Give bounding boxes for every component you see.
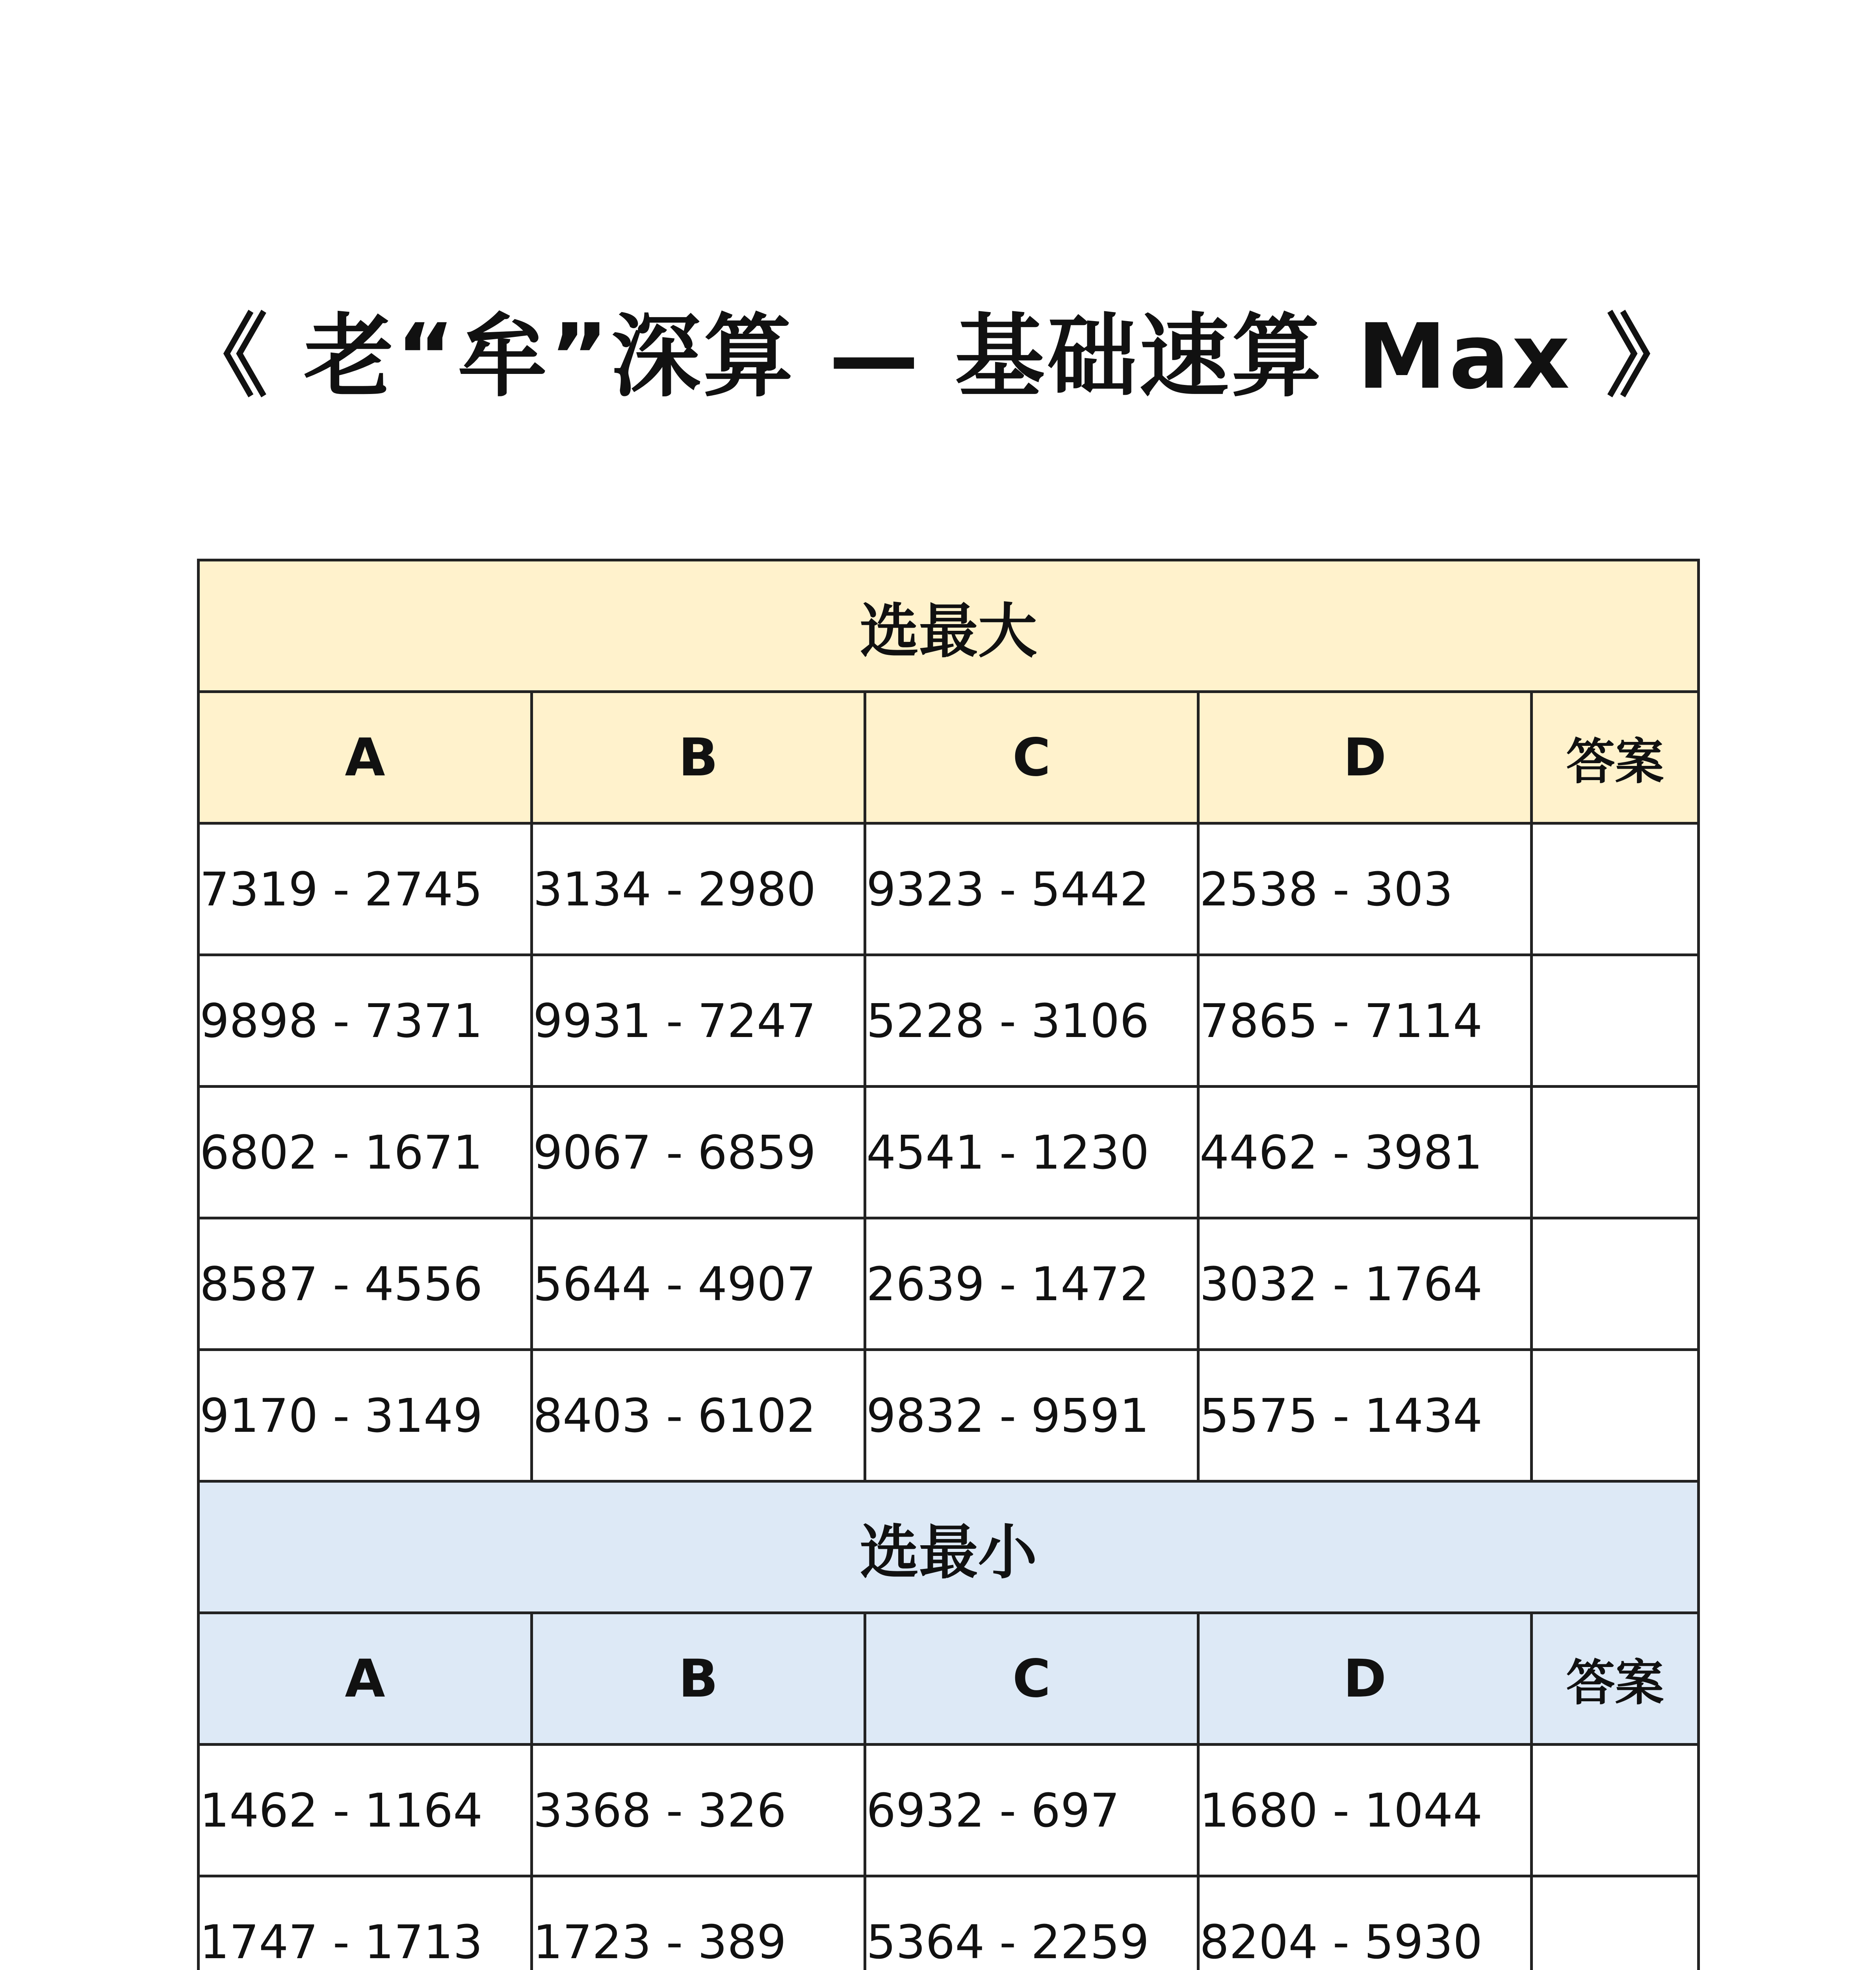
- option-a-expression: 9170 - 3149: [199, 1350, 532, 1481]
- column-header-a: A: [199, 1613, 532, 1745]
- answer-cell[interactable]: [1532, 1876, 1699, 1970]
- column-header-row-min: [199, 1613, 1699, 1745]
- column-header-d: D: [1198, 1613, 1532, 1745]
- option-d-expression: 1680 - 1044: [1198, 1745, 1532, 1876]
- option-d-expression: 8204 - 5930: [1198, 1876, 1532, 1970]
- option-c-expression: 2639 - 1472: [865, 1218, 1198, 1350]
- question-row: [199, 1350, 1699, 1481]
- answer-cell[interactable]: [1532, 823, 1699, 955]
- option-c-expression: 5364 - 2259: [865, 1876, 1198, 1970]
- question-row: [199, 1218, 1699, 1350]
- column-header-c: C: [865, 692, 1198, 823]
- option-b-expression: 5644 - 4907: [532, 1218, 865, 1350]
- column-header-b: B: [532, 1613, 865, 1745]
- column-header-a: A: [199, 692, 532, 823]
- option-a-expression: 1747 - 1713: [199, 1876, 532, 1970]
- option-a-expression: 9898 - 7371: [199, 955, 532, 1087]
- option-a-expression: 6802 - 1671: [199, 1087, 532, 1218]
- option-b-expression: 8403 - 6102: [532, 1350, 865, 1481]
- question-row: [199, 1745, 1699, 1876]
- answer-cell[interactable]: [1532, 1218, 1699, 1350]
- question-row: [199, 823, 1699, 955]
- option-c-expression: 6932 - 697: [865, 1745, 1198, 1876]
- option-c-expression: 9323 - 5442: [865, 823, 1198, 955]
- option-b-expression: 1723 - 389: [532, 1876, 865, 1970]
- option-c-expression: 5228 - 3106: [865, 955, 1198, 1087]
- option-b-expression: 9931 - 7247: [532, 955, 865, 1087]
- option-c-expression: 4541 - 1230: [865, 1087, 1198, 1218]
- option-d-expression: 4462 - 3981: [1198, 1087, 1532, 1218]
- section-title-row-min: [199, 1481, 1699, 1613]
- option-b-expression: 3134 - 2980: [532, 823, 865, 955]
- option-a-expression: 1462 - 1164: [199, 1745, 532, 1876]
- question-row: [199, 1876, 1699, 1970]
- answer-cell[interactable]: [1532, 955, 1699, 1087]
- option-c-expression: 9832 - 9591: [865, 1350, 1198, 1481]
- section-title-min: 选最小: [199, 1481, 1699, 1613]
- answer-cell[interactable]: [1532, 1745, 1699, 1876]
- section-title-row-max: [199, 560, 1699, 692]
- option-d-expression: 2538 - 303: [1198, 823, 1532, 955]
- option-d-expression: 3032 - 1764: [1198, 1218, 1532, 1350]
- option-a-expression: 8587 - 4556: [199, 1218, 532, 1350]
- option-d-expression: 5575 - 1434: [1198, 1350, 1532, 1481]
- question-row: [199, 1087, 1699, 1218]
- section-title-max: 选最大: [199, 560, 1699, 692]
- column-header-answer: 答案: [1532, 692, 1699, 823]
- column-header-row-max: [199, 692, 1699, 823]
- option-a-expression: 7319 - 2745: [199, 823, 532, 955]
- column-header-b: B: [532, 692, 865, 823]
- option-b-expression: 9067 - 6859: [532, 1087, 865, 1218]
- option-d-expression: 7865 - 7114: [1198, 955, 1532, 1087]
- quiz-table: [197, 559, 1700, 1970]
- column-header-answer: 答案: [1532, 1613, 1699, 1745]
- page-title: 《 老“牟”深算 — 基础速算 Max 》: [178, 304, 1698, 409]
- option-b-expression: 3368 - 326: [532, 1745, 865, 1876]
- answer-cell[interactable]: [1532, 1087, 1699, 1218]
- question-row: [199, 955, 1699, 1087]
- column-header-c: C: [865, 1613, 1198, 1745]
- answer-cell[interactable]: [1532, 1350, 1699, 1481]
- column-header-d: D: [1198, 692, 1532, 823]
